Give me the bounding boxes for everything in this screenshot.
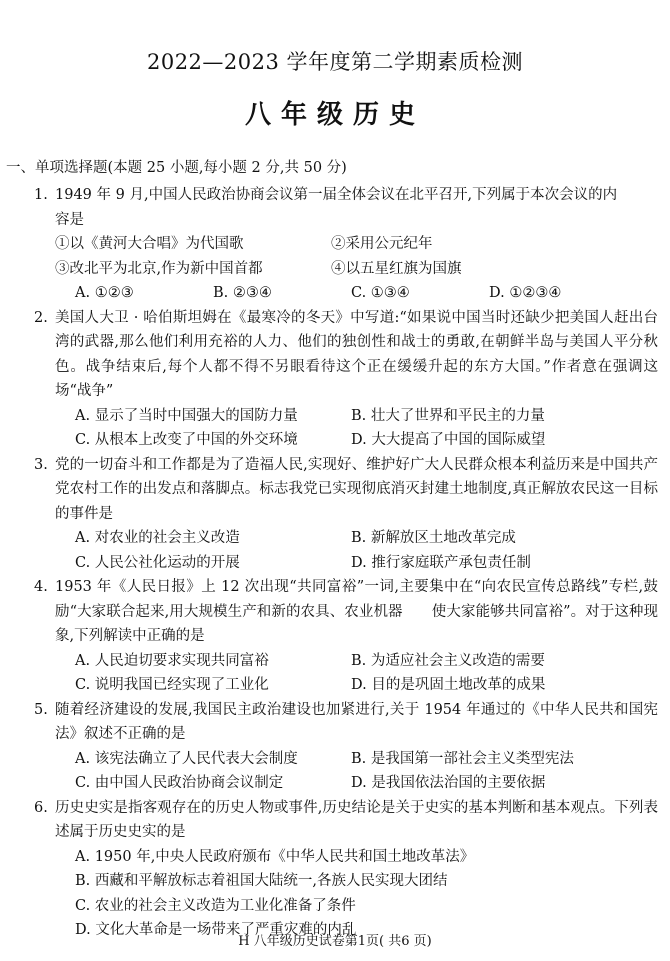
option-c[interactable]: C. 人民公社化运动的开展 bbox=[75, 554, 240, 571]
question-number: 3. bbox=[34, 456, 48, 473]
question-4 bbox=[0, 575, 670, 698]
option-c[interactable]: C. 从根本上改变了中国的外交环境 bbox=[75, 432, 298, 448]
question-stem: 美国人大卫 · 哈伯斯坦姆在《最寒冷的冬天》中写道:“如果说中国当时还缺少把美国人赶出台湾的武器,那么他们利用充裕的人力、他们的独创性和战士的勇敢,在朝鲜半岛与美国人平分秋色。战争结束后,每个人都不得不另眼看待这个正在缓缓升起的东方大国。”作者意在强调这场“战争” bbox=[55, 309, 658, 399]
option-d[interactable]: D. 目的是巩固土地改革的成果 bbox=[351, 677, 546, 693]
statement-list bbox=[55, 232, 658, 281]
statement-item: ①以《黄河大合唱》为代国歌 bbox=[55, 236, 244, 252]
option-b[interactable]: B. ②③④ bbox=[213, 285, 272, 301]
question-6 bbox=[0, 796, 670, 943]
exam-title: 2022—2023 学年度第二学期素质检测 bbox=[146, 50, 524, 74]
option-a[interactable]: A. ①②③ bbox=[75, 285, 134, 301]
exam-subject: 八年级历史 bbox=[244, 100, 425, 130]
option-d[interactable]: D. ①②③④ bbox=[489, 285, 562, 301]
option-b[interactable]: B. 新解放区土地改革完成 bbox=[351, 530, 516, 546]
question-stem: 1953 年《人民日报》上 12 次出现“共同富裕”一词,主要集中在“向农民宣传总路线”专栏,鼓励“大家联合起来,用大规模生产和新的农具、农业机器 使大家能够共同富裕”。对于这种现象,下列解读中正确的是 bbox=[55, 579, 658, 644]
option-list bbox=[55, 526, 658, 575]
option-d[interactable]: D. 推行家庭联产承包责任制 bbox=[351, 554, 531, 571]
option-b[interactable]: B. 为适应社会主义改造的需要 bbox=[351, 652, 545, 669]
option-list bbox=[55, 404, 658, 453]
statement-item: ③改北平为北京,作为新中国首都 bbox=[55, 260, 263, 277]
question-number: 4. bbox=[34, 579, 48, 595]
page-footer: H 八年级历史试卷第1页( 共6 页) bbox=[238, 934, 432, 949]
option-a[interactable]: A. 显示了当时中国强大的国防力量 bbox=[75, 407, 298, 424]
option-b[interactable]: B. 壮大了世界和平民主的力量 bbox=[351, 407, 545, 424]
option-c[interactable]: C. ①③④ bbox=[351, 285, 410, 301]
option-c[interactable]: C. 农业的社会主义改造为工业化准备了条件 bbox=[75, 897, 356, 914]
option-list bbox=[55, 649, 658, 698]
option-d[interactable]: D. 文化大革命是一场带来了严重灾难的内乱 bbox=[75, 922, 357, 938]
question-stem: 党的一切奋斗和工作都是为了造福人民,实现好、维护好广大人民群众根本利益历来是中国共产党农村工作的出发点和落脚点。标志我党已实现彻底消灭封建土地制度,真正解放农民这一目标的事件是 bbox=[55, 456, 658, 522]
question-number: 1. bbox=[34, 187, 48, 203]
option-c[interactable]: C. 由中国人民政治协商会议制定 bbox=[75, 775, 284, 791]
statement-item: ④以五星红旗为国旗 bbox=[331, 260, 462, 277]
question-number: 2. bbox=[34, 309, 48, 326]
question-stem: 随着经济建设的发展,我国民主政治建设也加紧进行,关于 1954 年通过的《中华人民共和国宪法》叙述不正确的是 bbox=[55, 701, 658, 742]
option-list bbox=[55, 281, 658, 306]
option-d[interactable]: D. 大大提高了中国的国际威望 bbox=[351, 432, 546, 448]
question-number: 5. bbox=[34, 701, 48, 718]
question-5 bbox=[0, 698, 670, 796]
option-a[interactable]: A. 对农业的社会主义改造 bbox=[75, 530, 240, 546]
option-a[interactable]: A. 1950 年,中央人民政府颁布《中华人民共和国土地改革法》 bbox=[75, 848, 475, 865]
question-3 bbox=[0, 453, 670, 576]
question-list bbox=[0, 183, 670, 943]
option-c[interactable]: C. 说明我国已经实现了工业化 bbox=[75, 677, 269, 693]
option-b[interactable]: B. 西藏和平解放标志着祖国大陆统一,各族人民实现大团结 bbox=[75, 873, 448, 889]
option-a[interactable]: A. 该宪法确立了人民代表大会制度 bbox=[75, 750, 298, 767]
option-d[interactable]: D. 是我国依法治国的主要依据 bbox=[351, 775, 546, 791]
option-b[interactable]: B. 是我国第一部社会主义类型宪法 bbox=[351, 750, 574, 767]
question-stem-continued: 容是 bbox=[55, 211, 84, 228]
statement-item: ②采用公元纪年 bbox=[331, 236, 433, 252]
question-stem: 历史史实是指客观存在的历史人物或事件,历史结论是关于史实的基本判断和基本观点。下列表述属于历史史实的是 bbox=[55, 799, 658, 840]
question-1 bbox=[0, 183, 670, 306]
question-number: 6. bbox=[34, 799, 48, 816]
section-heading: 一、单项选择题(本题 25 小题,每小题 2 分,共 50 分) bbox=[6, 160, 347, 176]
question-stem: 1949 年 9 月,中国人民政治协商会议第一届全体会议在北平召开,下列属于本次会议的内 bbox=[55, 187, 618, 203]
option-a[interactable]: A. 人民迫切要求实现共同富裕 bbox=[75, 652, 269, 669]
question-2 bbox=[0, 306, 670, 453]
option-list bbox=[55, 747, 658, 796]
